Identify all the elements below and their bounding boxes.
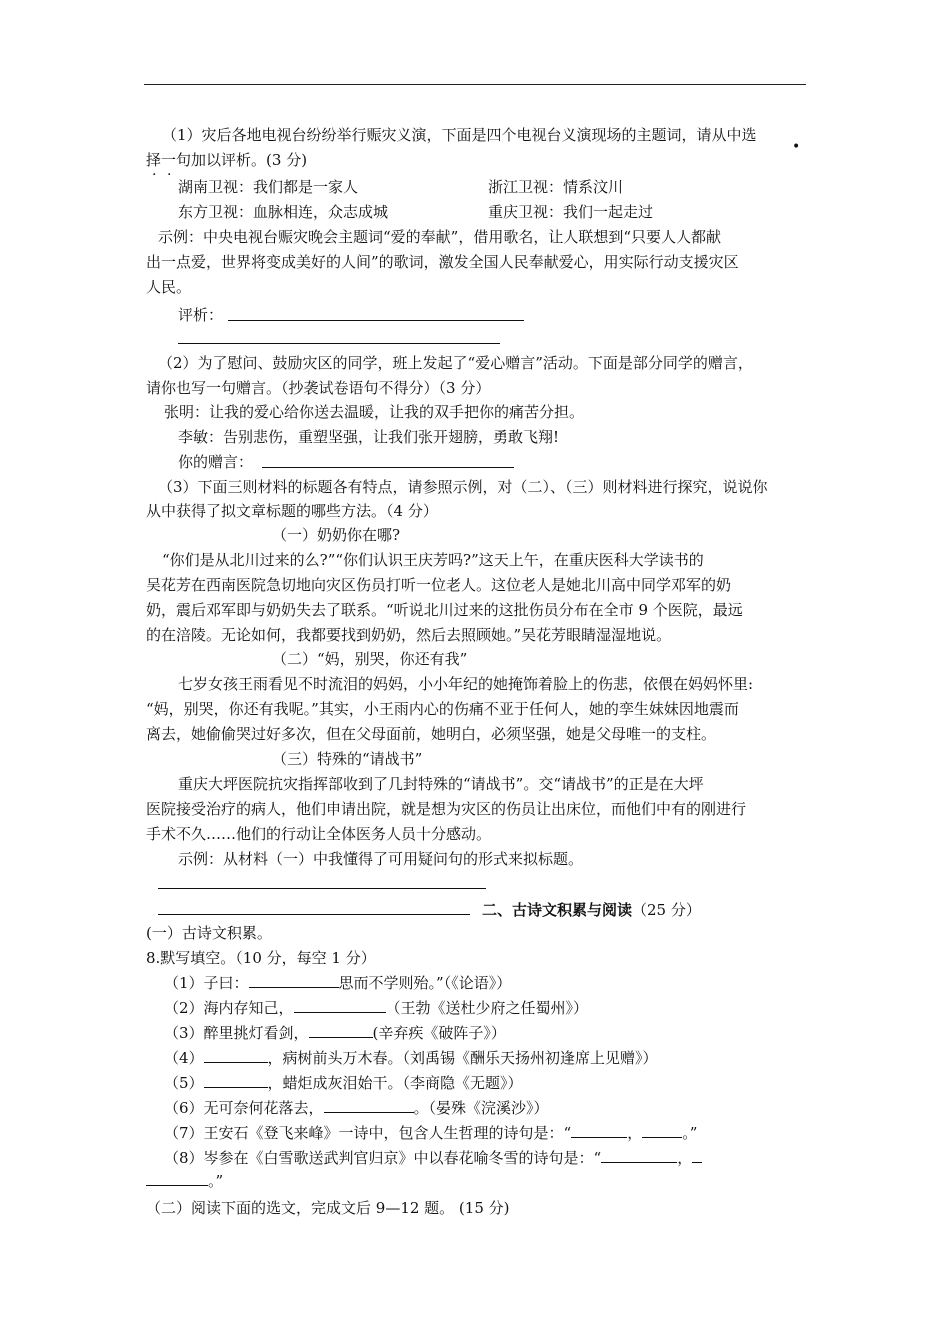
material3-line2: 医院接受治疗的病人，他们申请出院，就是想为灾区的伤员让出床位，而他们中有的刚进行 xyxy=(146,800,747,818)
q2-message-zhangming: 张明：让我的爱心给你送去温暖，让我的双手把你的痛苦分担。 xyxy=(164,403,585,421)
header-rule xyxy=(144,84,806,85)
station-dongfang: 东方卫视：血脉相连，众志成城 xyxy=(178,203,389,221)
item-5: （5） ，蜡炬成灰泪始干。（李商隐《无题》） xyxy=(164,1074,523,1092)
blank-5[interactable] xyxy=(204,1073,268,1088)
q3-example: 示例：从材料（一）中我懂得了可用疑问句的形式来拟标题。 xyxy=(178,850,584,868)
q3-intro-line1: （3）下面三则材料的标题各有特点，请参照示例，对（二）、（三）则材料进行探究，说说你 xyxy=(158,478,768,496)
q1-intro-line2: 择一句加以评析。(3 分) xyxy=(146,151,308,169)
blank-8b-start[interactable] xyxy=(692,1148,702,1163)
section2-sub1: (一）古诗文积累。 xyxy=(146,924,272,942)
q3-answer-line-2[interactable] xyxy=(158,914,470,915)
material1-line1: “你们是从北川过来的么?”“你们认识王庆芳吗?”这天上午，在重庆医科大学读书的 xyxy=(162,551,704,569)
q2-answer-line[interactable] xyxy=(262,467,514,468)
material2-title: （二）“妈，别哭，你还有我” xyxy=(272,650,468,668)
question-8-heading: 8.默写填空。（10 分，每空 1 分） xyxy=(146,949,376,967)
material3-title: （三）特殊的“请战书” xyxy=(272,750,423,768)
item-8-continued: 。” xyxy=(146,1170,223,1192)
section2-sub2: （二）阅读下面的选文，完成文后 9—12 题。 (15 分) xyxy=(146,1199,510,1217)
q1-intro-line1: （1）灾后各地电视台纷纷举行赈灾义演，下面是四个电视台义演现场的主题词，请从中选 xyxy=(162,126,757,144)
emphasis-dot: • xyxy=(792,139,801,155)
section2-heading: 二、古诗文积累与阅读（25 分） xyxy=(482,901,701,919)
blank-7b[interactable] xyxy=(642,1123,682,1138)
material1-line4: 的在涪陵。无论如何，我都要找到奶奶，然后去照顾她。”吴花芳眼睛湿湿地说。 xyxy=(146,626,672,644)
q2-intro-line2: 请你也写一句赠言。（抄袭试卷语句不得分）（3 分） xyxy=(146,379,491,397)
blank-7a[interactable] xyxy=(571,1123,627,1138)
analysis-answer-line-2[interactable] xyxy=(178,343,500,344)
material3-line1: 重庆大坪医院抗灾指挥部收到了几封特殊的“请战书”。交“请战书”的正是在大坪 xyxy=(178,775,704,793)
item-7: （7）王安石《登飞来峰》一诗中，包含人生哲理的诗句是：“ ， 。” xyxy=(164,1124,698,1142)
q3-intro-line2: 从中获得了拟文章标题的哪些方法。（4 分） xyxy=(146,502,438,520)
q1-example-line2: 出一点爱，世界将变成美好的人间”的歌词，激发全国人民奉献爱心，用实际行动支援灾区 xyxy=(146,253,739,271)
analysis-label: 评析： xyxy=(178,306,224,324)
item-2: （2）海内存知己， （王勃《送杜少府之任蜀州》） xyxy=(164,999,589,1017)
analysis-answer-line-1[interactable] xyxy=(228,320,524,321)
blank-2[interactable] xyxy=(294,998,386,1013)
material2-line3: 离去，她偷偷哭过好多次，但在父母面前，她明白，必须坚强，她是父母唯一的支柱。 xyxy=(146,725,717,743)
item-1: （1）子曰： 思而不学则殆。”（《论语》） xyxy=(164,974,512,992)
item-8: （8）岑参在《白雪歌送武判官归京》中以春花喻冬雪的诗句是：“ ， xyxy=(164,1147,702,1169)
material2-line1: 七岁女孩王雨看见不时流泪的妈妈，小小年纪的她掩饰着脸上的伤悲，依偎在妈妈怀里: xyxy=(178,675,754,693)
blank-1[interactable] xyxy=(249,973,339,988)
item-6: （6）无可奈何花落去， 。（晏殊《浣溪沙》） xyxy=(164,1099,549,1117)
q2-message-limin: 李敏：告别悲伤，重塑坚强，让我们张开翅膀，勇敢飞翔! xyxy=(178,428,560,446)
blank-8b-end[interactable] xyxy=(146,1171,208,1186)
material3-line3: 手术不久……他们的行动让全体医务人员十分感动。 xyxy=(146,825,492,843)
blank-6[interactable] xyxy=(324,1098,414,1113)
q2-intro-line1: （2）为了慰问、鼓励灾区的同学，班上发起了“爱心赠言”活动。下面是部分同学的赠言， xyxy=(158,354,753,372)
station-zhejiang: 浙江卫视：情系汶川 xyxy=(488,178,624,196)
material1-line3: 奶，震后邓军即与奶奶失去了联系。“听说北川过来的这批伤员分布在全市 9 个医院，最远 xyxy=(146,601,743,619)
q3-answer-line-1[interactable] xyxy=(158,888,486,889)
material1-title: （一）奶奶你在哪? xyxy=(272,526,401,544)
q1-example-line3: 人民。 xyxy=(146,278,192,296)
item-3: （3）醉里挑灯看剑， (辛弃疾《破阵子》） xyxy=(164,1024,506,1042)
material2-line2: “妈，别哭，你还有我呢。”其实，小王雨内心的伤痛不亚于任何人，她的孪生妹妹因地震而 xyxy=(146,700,739,718)
q2-your-message-label: 你的赠言： xyxy=(178,453,254,471)
blank-3[interactable] xyxy=(309,1023,373,1038)
item-4: （4） ，病树前头万木春。（刘禹锡《酬乐天扬州初逢席上见赠》） xyxy=(164,1049,658,1067)
blank-4[interactable] xyxy=(204,1048,268,1063)
q1-example-line1: 示例：中央电视台赈灾晚会主题词“爱的奉献”，借用歌名，让人联想到“只要人人都献 xyxy=(158,228,722,246)
station-hunan: 湖南卫视：我们都是一家人 xyxy=(178,178,359,196)
blank-8a[interactable] xyxy=(601,1148,677,1163)
station-chongqing: 重庆卫视：我们一起走过 xyxy=(488,203,654,221)
material1-line2: 吴花芳在西南医院急切地向灾区伤员打听一位老人。这位老人是她北川高中同学邓军的奶 xyxy=(146,576,732,594)
